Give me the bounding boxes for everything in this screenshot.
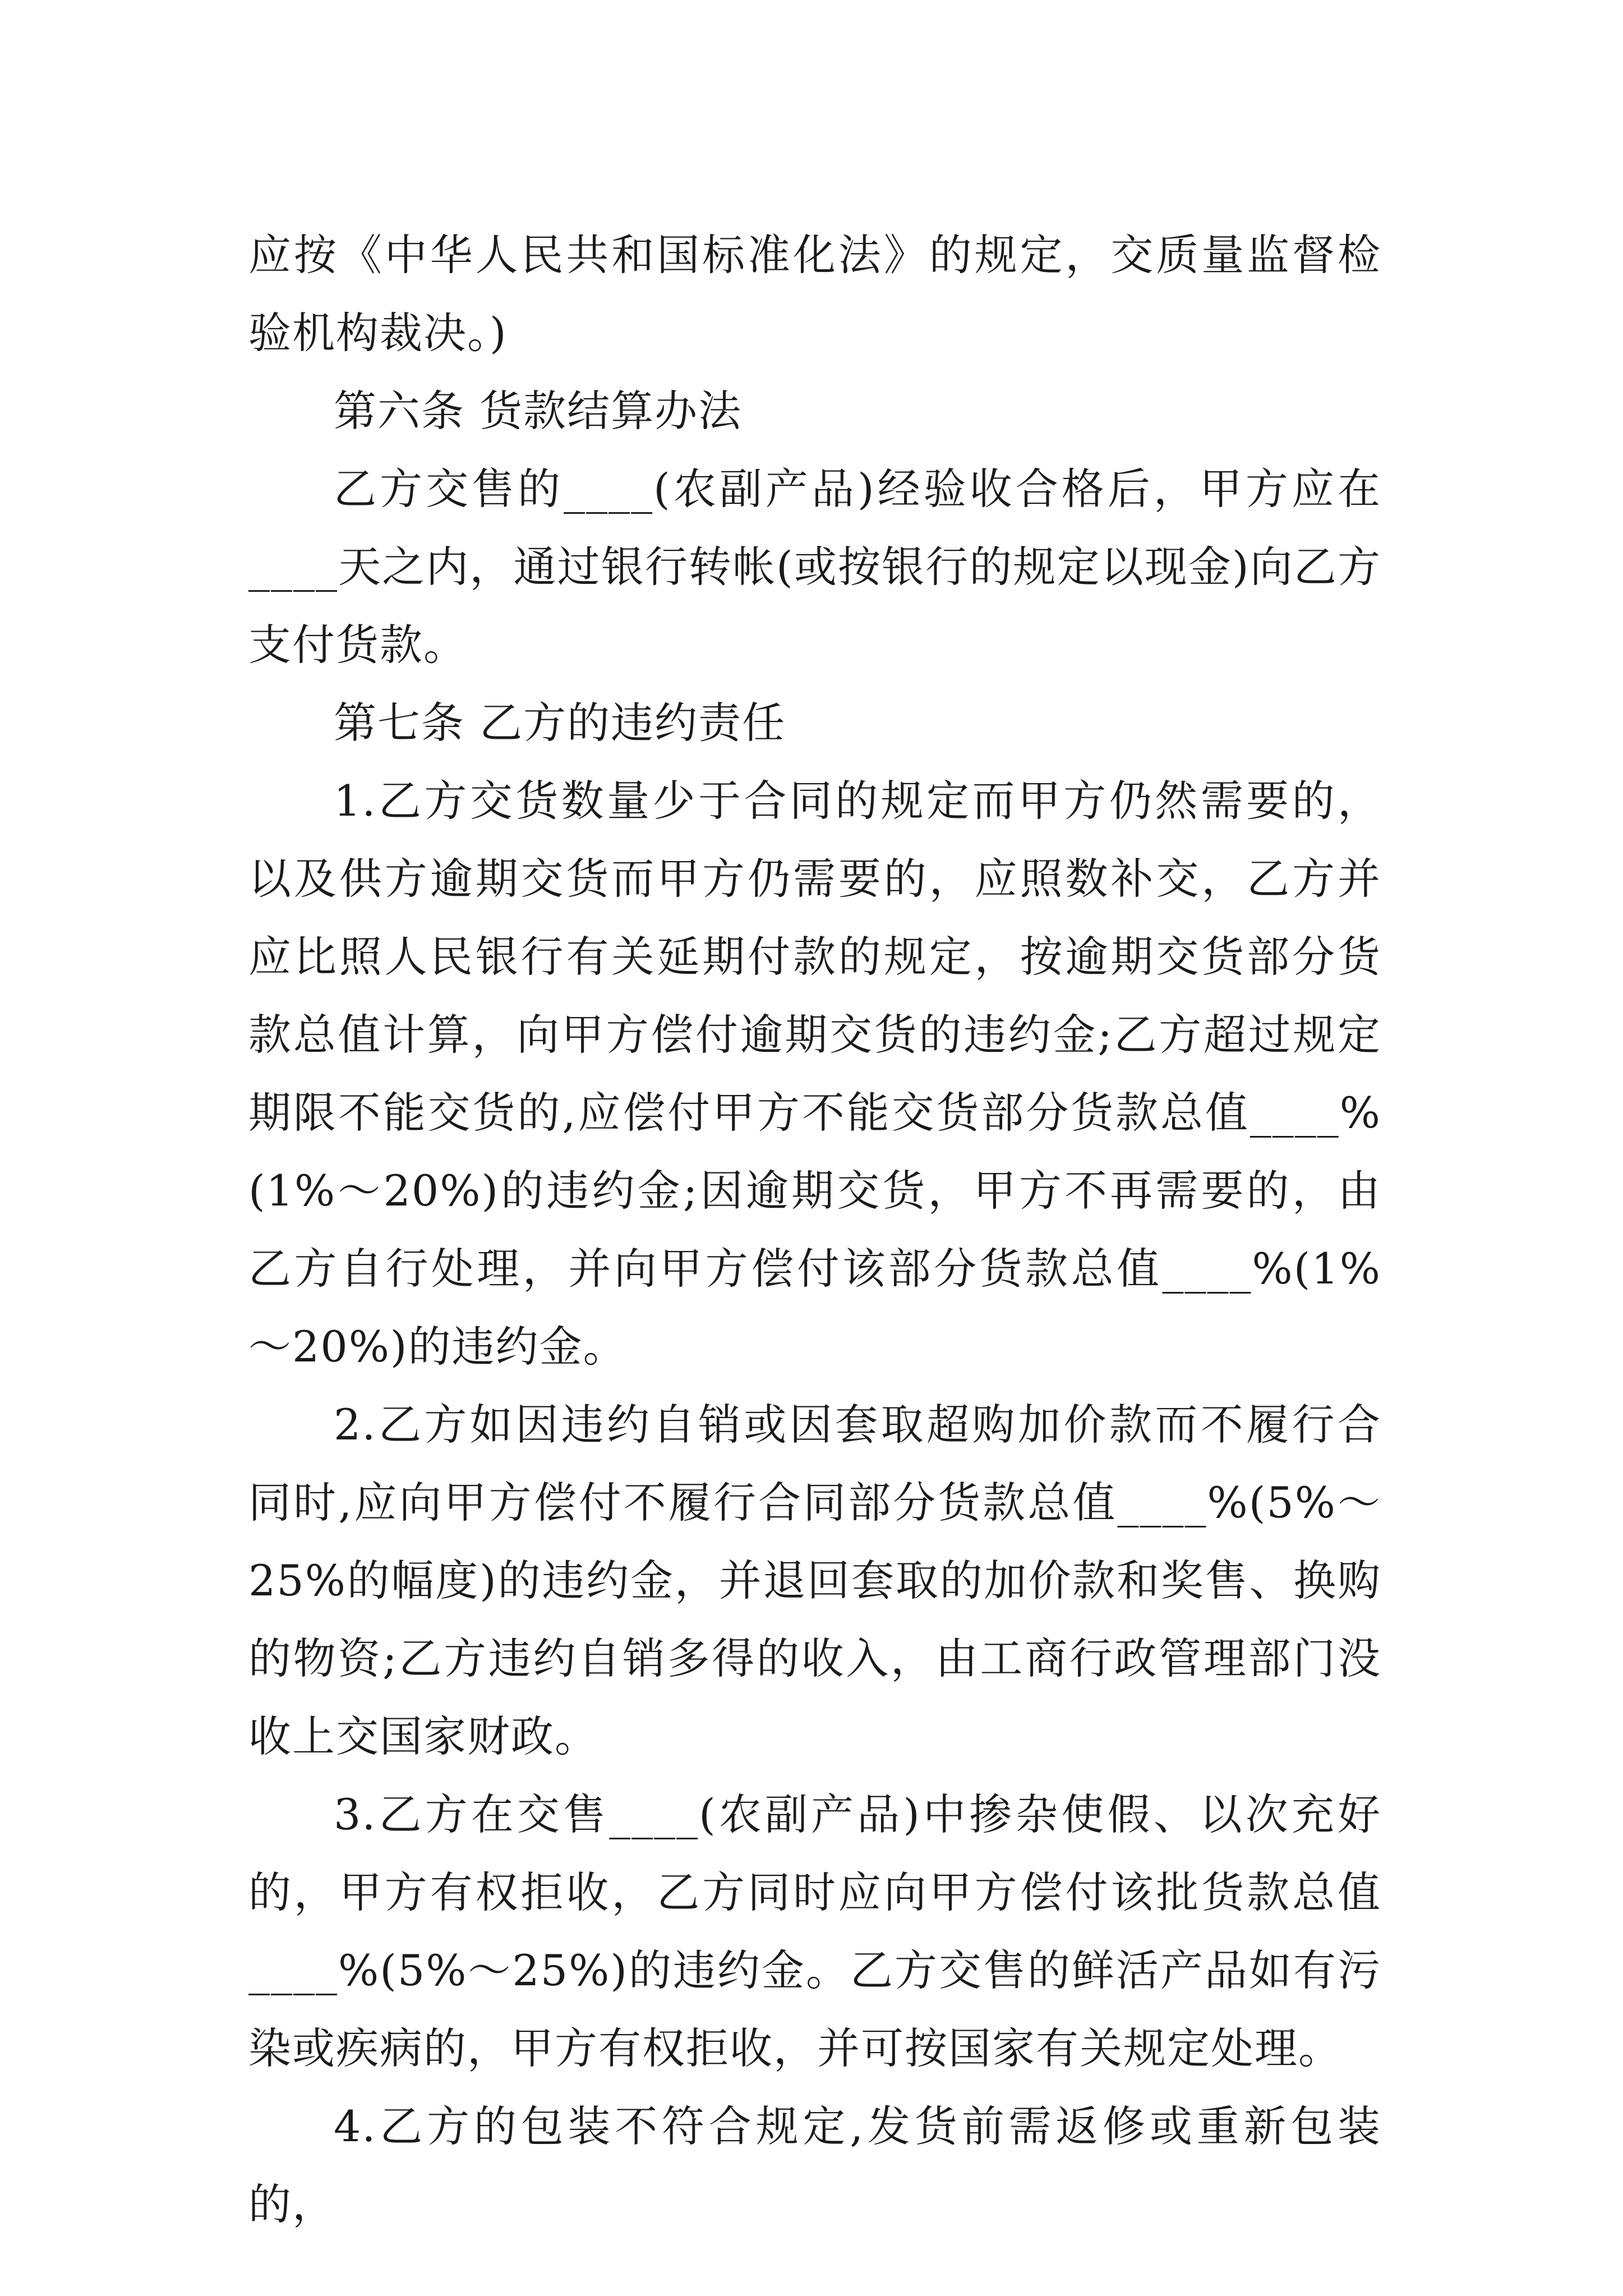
document-body <box>248 216 1381 2243</box>
paragraph-item-2: 2.乙方如因违约自销或因套取超购加价款而不履行合同时,应向甲方偿付不履行合同部分货款总值____%(5%～25%的幅度)的违约金，并退回套取的加价款和奖售、换购的物资;乙方违约自销多得的收入，由工商行政管理部门没收上交国家财政。 <box>248 1400 1381 1761</box>
paragraph-payment-terms: 乙方交售的____(农副产品)经验收合格后，甲方应在____天之内，通过银行转帐(或按银行的规定以现金)向乙方支付货款。 <box>248 464 1381 670</box>
paragraph-item-3: 3.乙方在交售____(农副产品)中掺杂使假、以次充好的，甲方有权拒收，乙方同时应向甲方偿付该批货款总值____%(5%～25%)的违约金。乙方交售的鲜活产品如有污染或疾病的，甲方有权拒收，并可按国家有关规定处理。 <box>248 1789 1381 2073</box>
paragraph-arbitration-clause: 应按《中华人民共和国标准化法》的规定，交质量监督检验机构裁决。) <box>248 230 1381 358</box>
paragraph-item-4: 4.乙方的包装不符合规定,发货前需返修或重新包装的， <box>248 2101 1381 2229</box>
article-6-heading: 第六条 货款结算办法 <box>334 386 743 436</box>
paragraph-item-1: 1.乙方交货数量少于合同的规定而甲方仍然需要的，以及供方逾期交货而甲方仍需要的，应照数补交，乙方并应比照人民银行有关延期付款的规定，按逾期交货部分货款总值计算，向甲方偿付逾期交货的违约金;乙方超过规定期限不能交货的,应偿付甲方不能交货部分货款总值____%(1%～20%)的违约金;因逾期交货，甲方不再需要的，由乙方自行处理，并向甲方偿付该部分货款总值____%(1%～20%)的违约金。 <box>248 776 1381 1372</box>
article-7-heading: 第七条 乙方的违约责任 <box>334 698 786 748</box>
